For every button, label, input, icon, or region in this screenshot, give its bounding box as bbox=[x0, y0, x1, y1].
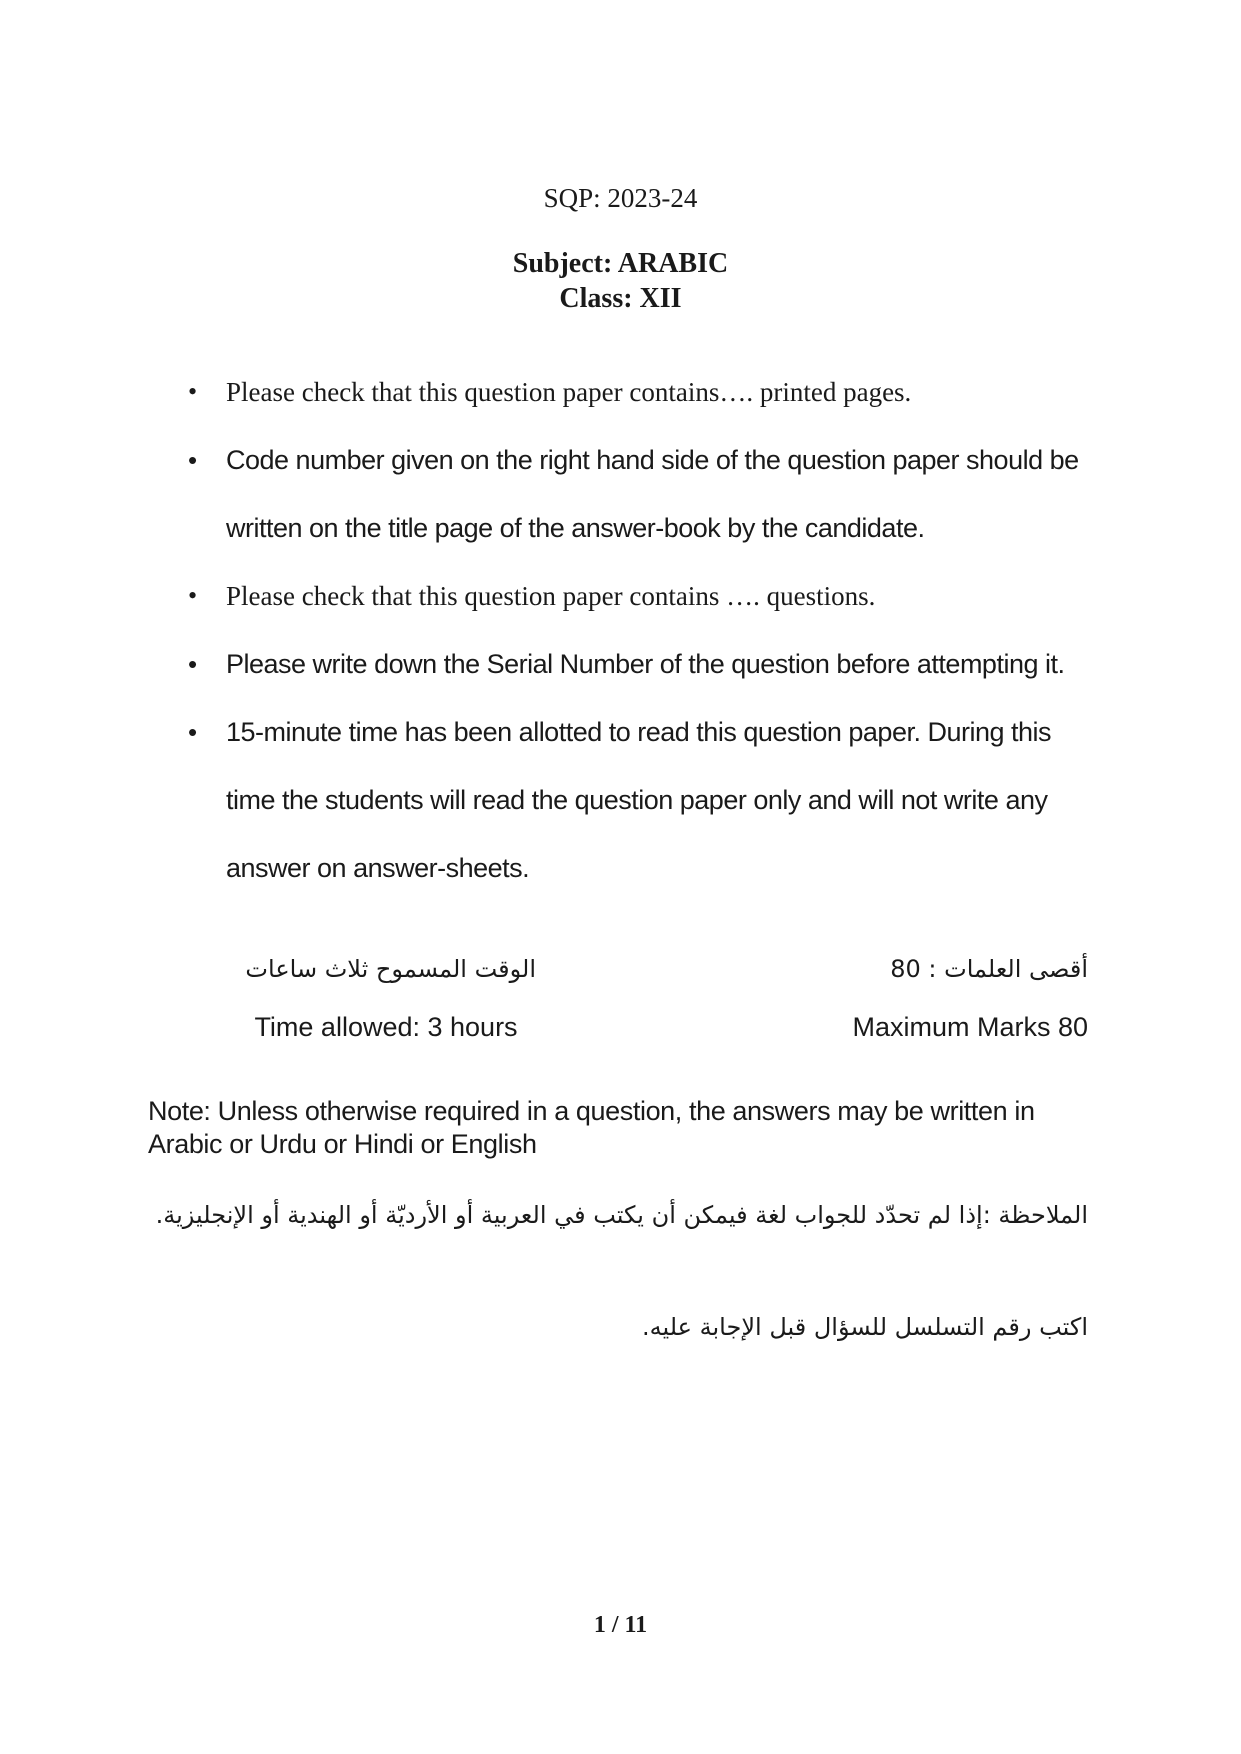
page-number: 1 / 11 bbox=[593, 1612, 648, 1638]
time-allowed: Time allowed: 3 hours bbox=[254, 1012, 518, 1042]
maximum-marks-arabic: أقصى العلمات : 80 bbox=[890, 955, 1088, 983]
class-title: Class: XII bbox=[559, 283, 682, 314]
instructions-list bbox=[188, 358, 1098, 902]
instruction-item: • Code number given on the right hand side of the question paper should be written on the title page of the answer-book by the candidate. bbox=[188, 426, 1098, 562]
instruction-item: • Please write down the Serial Number of the question before attempting it. bbox=[188, 630, 1098, 698]
note-arabic: الملاحظة :إذا لم تحدّد للجواب لغة فيمكن أن يكتب في العربية أو الأرديّة أو الهندية أو الإنجليزية. bbox=[155, 1201, 1088, 1229]
serial-number-instruction-arabic: اكتب رقم التسلسل للسؤال قبل الإجابة عليه. bbox=[642, 1313, 1088, 1341]
instruction-item: • 15-minute time has been allotted to read this question paper. During this time the students will read the question paper only and will not write any answer on answer-sheets. bbox=[188, 698, 1098, 902]
sqp-label: SQP: 2023-24 bbox=[543, 183, 698, 213]
note-english: Note: Unless otherwise required in a question, the answers may be written in Arabic or Urdu or Hindi or English bbox=[148, 1096, 1035, 1159]
instruction-item: • Please check that this question paper contains…. printed pages. bbox=[188, 358, 1098, 426]
instruction-item: • Please check that this question paper contains …. questions. bbox=[188, 562, 1098, 630]
maximum-marks: Maximum Marks 80 bbox=[852, 1012, 1088, 1042]
subject-title: Subject: ARABIC bbox=[512, 248, 729, 279]
time-allowed-arabic: الوقت المسموح ثلاث ساعات bbox=[245, 955, 536, 983]
